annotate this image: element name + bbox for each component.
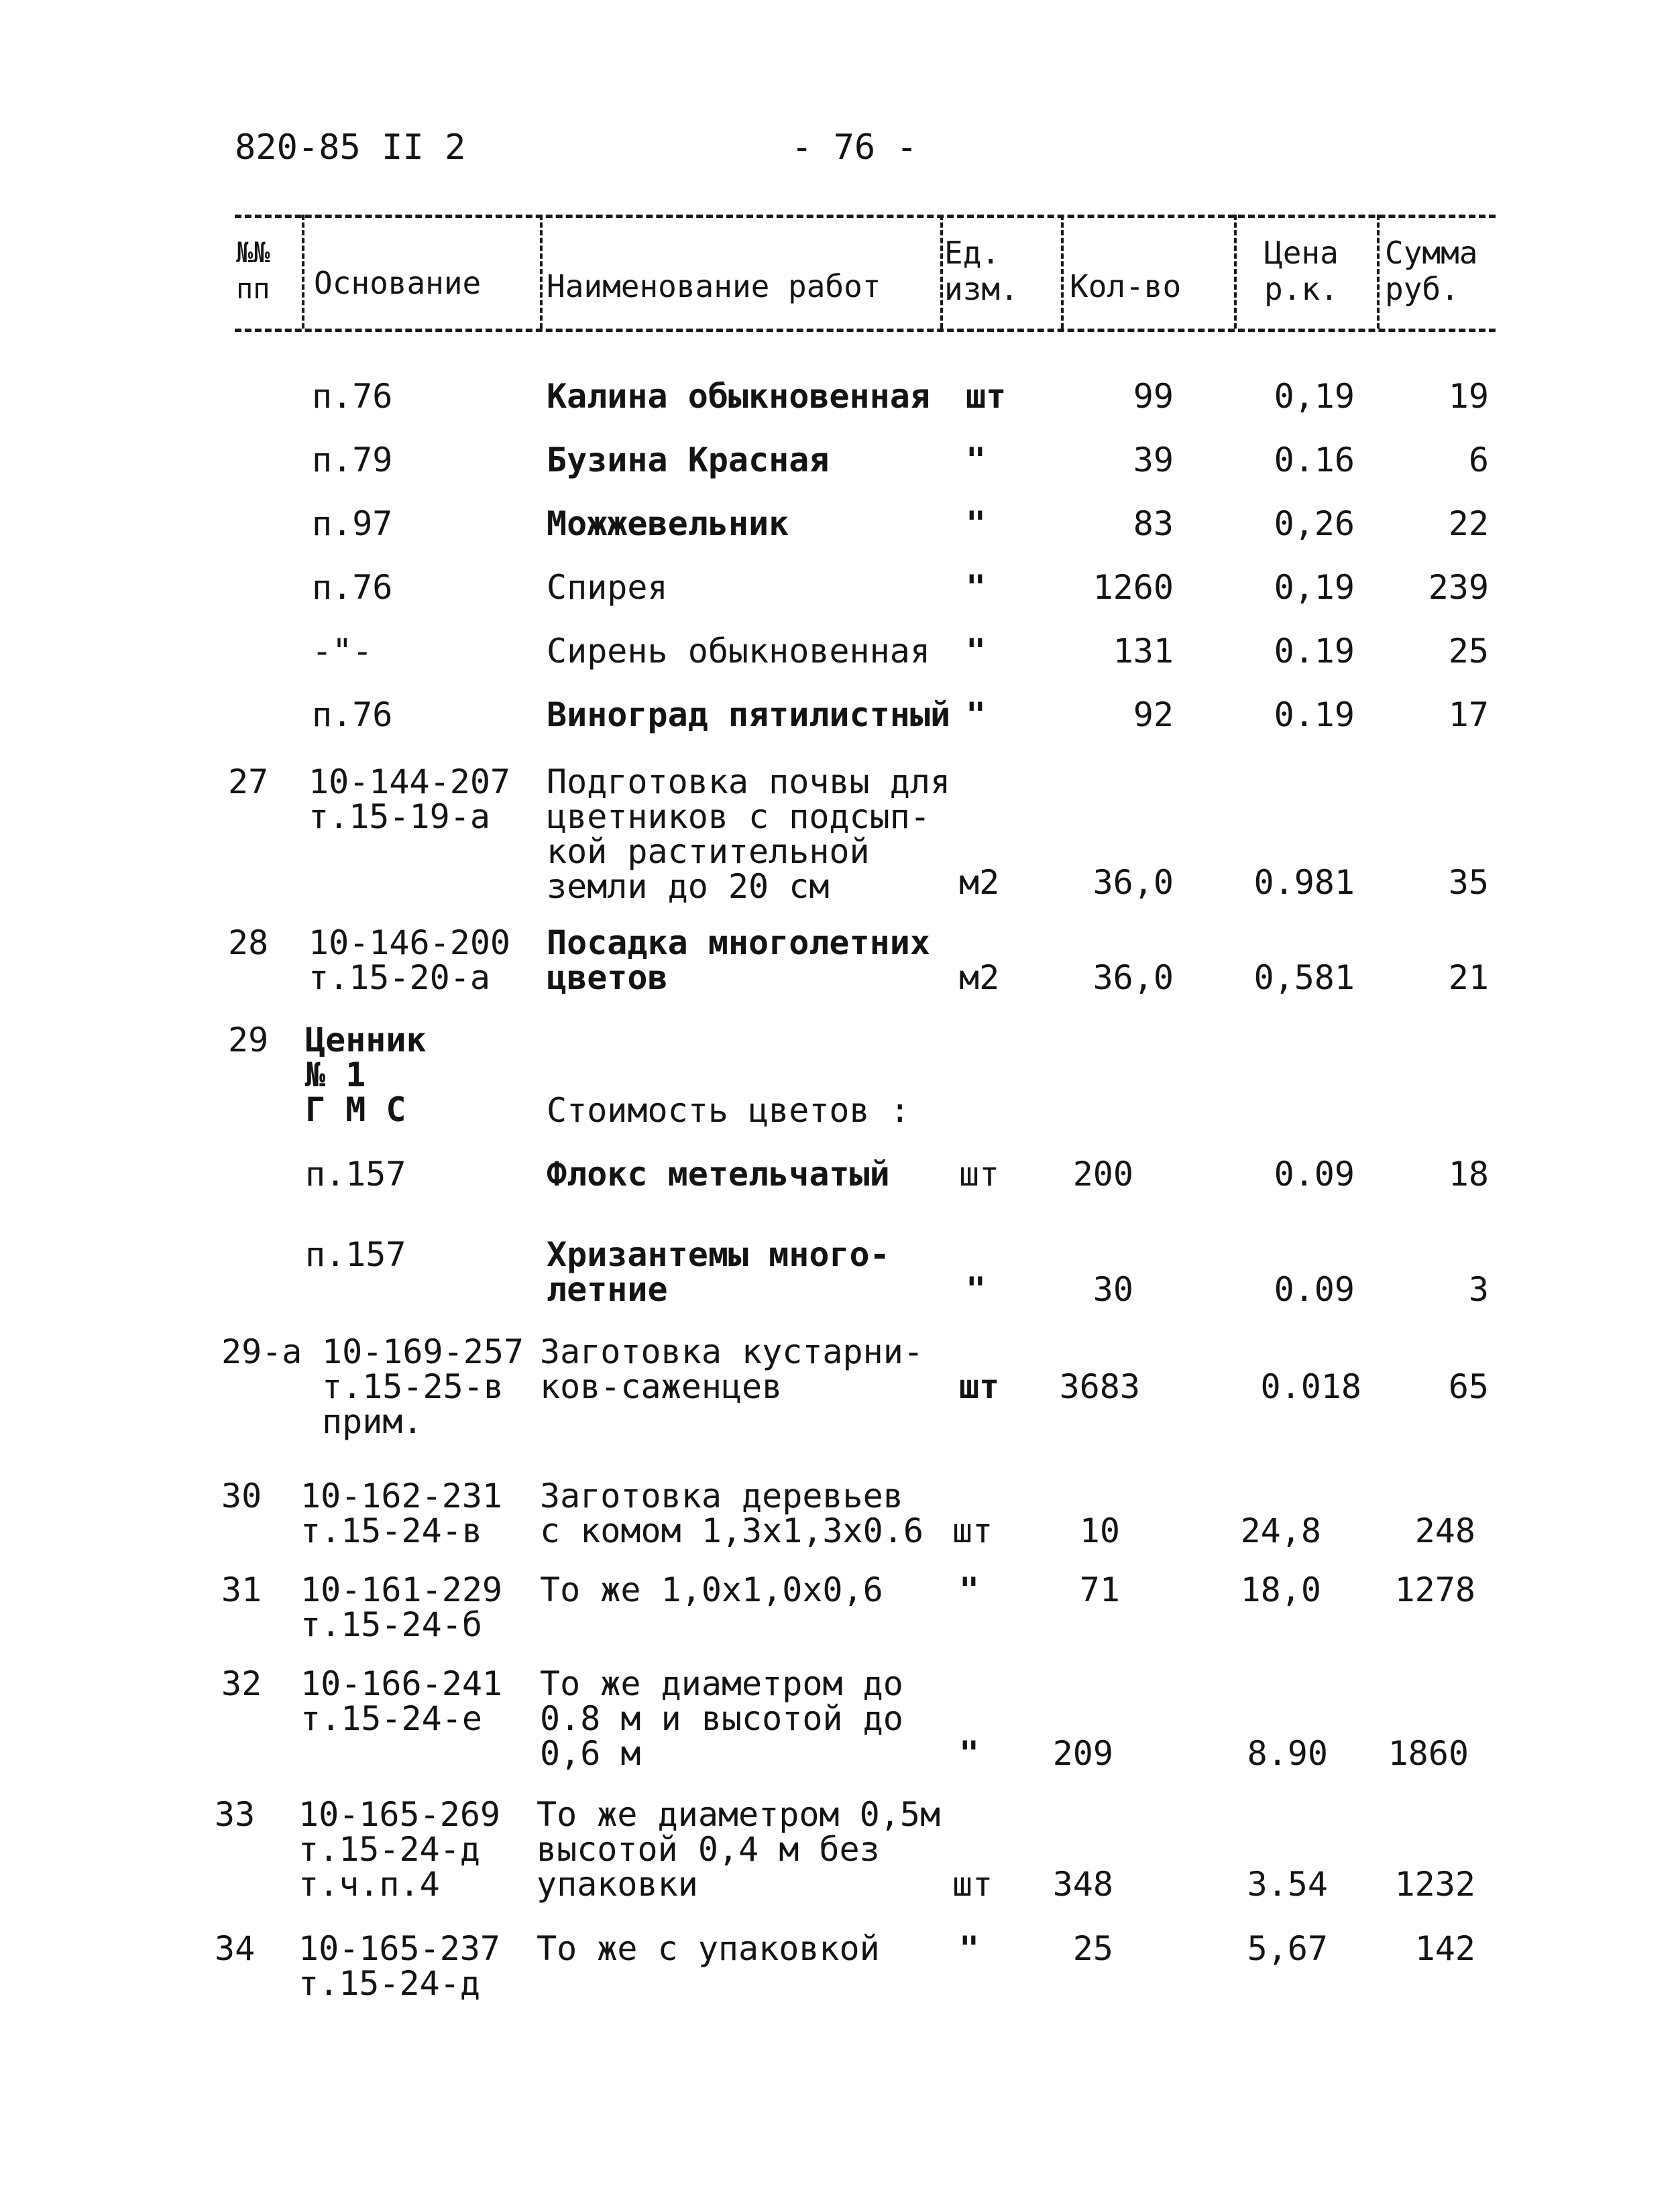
row-price: 0.09 — [1274, 1155, 1355, 1194]
row-num: 32 — [221, 1664, 262, 1703]
row-basis: п.79 — [312, 441, 393, 479]
row-sum: 21 — [1448, 958, 1489, 997]
row-sum: 65 — [1448, 1367, 1489, 1406]
row-price: 0.09 — [1274, 1270, 1355, 1309]
row-unit: " — [966, 695, 987, 734]
row-basis: п.157 — [305, 1235, 406, 1274]
row-unit: " — [959, 1734, 980, 1773]
row-basis: 10-144-207 т.15-19-а — [309, 762, 511, 836]
row-sum: 142 — [1414, 1929, 1475, 1968]
header-bottom-rule — [235, 329, 1496, 332]
column-header-qty: Кол-во — [1070, 268, 1182, 304]
row-name: То же диаметром до 0.8 м и высотой до 0,6 м — [540, 1664, 903, 1773]
column-header-basis: Основание — [314, 265, 482, 301]
row-sum: 248 — [1414, 1511, 1475, 1550]
row-basis: 10-146-200 т.15-20-а — [309, 923, 511, 997]
row-name: Заготовка кустарни- ков-саженцев — [540, 1332, 923, 1406]
row-sum: 3 — [1468, 1270, 1489, 1309]
row-name: Калина обыкновенная — [547, 377, 930, 416]
header-separator — [540, 215, 543, 329]
document-code: 820-85 II 2 — [235, 127, 466, 168]
column-header-sum: Сумма руб. — [1385, 235, 1478, 307]
column-header-num: №№ пп — [236, 236, 270, 305]
row-basis: 10-166-241 т.15-24-е — [300, 1664, 503, 1738]
row-sum: 19 — [1448, 377, 1489, 416]
row-basis: -"- — [312, 632, 373, 671]
row-qty: 99 — [1133, 377, 1174, 416]
row-num: 33 — [215, 1795, 256, 1834]
row-price: 0.19 — [1274, 695, 1355, 734]
row-name: Посадка многолетних цветов — [547, 923, 930, 997]
row-price: 0.981 — [1253, 863, 1355, 902]
row-sum: 35 — [1448, 863, 1489, 902]
row-unit: " — [966, 1270, 987, 1309]
row-qty: 83 — [1133, 504, 1174, 543]
header-separator — [1061, 215, 1064, 329]
row-name: То же с упаковкой — [537, 1929, 880, 1968]
row-unit: " — [959, 1929, 980, 1968]
header-separator — [302, 215, 304, 329]
column-header-name: Наименование работ — [547, 268, 881, 304]
row-unit: " — [959, 1570, 980, 1609]
row-name: Спирея — [547, 568, 668, 607]
row-name: Подготовка почвы для цветников с подсып- кой растительной земли до 20 см — [547, 762, 951, 906]
row-basis: п.76 — [312, 568, 393, 607]
row-basis: п.157 — [305, 1155, 406, 1194]
row-unit: шт — [959, 1155, 1000, 1194]
row-num: 28 — [228, 923, 269, 962]
row-price: 0,19 — [1274, 568, 1355, 607]
row-num: 31 — [221, 1570, 262, 1609]
row-sum: 22 — [1448, 504, 1489, 543]
row-unit: шт — [966, 377, 1007, 416]
column-header-price: Цена р.к. — [1264, 235, 1339, 307]
row-price: 0,581 — [1253, 958, 1355, 997]
row-name: Заготовка деревьев с комом 1,3х1,3х0.6 — [540, 1477, 923, 1550]
row-sum: 239 — [1428, 568, 1489, 607]
row-price: 0.19 — [1274, 632, 1355, 671]
row-price: 0.16 — [1274, 441, 1355, 479]
row-name: Хризантемы много- летние — [547, 1235, 890, 1309]
row-price: 0,19 — [1274, 377, 1355, 416]
row-basis: 10-165-269 т.15-24-д т.ч.п.4 — [298, 1795, 501, 1904]
row-unit: " — [966, 568, 987, 607]
header-separator — [1377, 215, 1380, 329]
row-qty: 36,0 — [1093, 863, 1174, 902]
row-qty: 200 — [1072, 1155, 1133, 1194]
row-name: Флокс метельчатый — [547, 1155, 890, 1194]
row-basis: 10-161-229 т.15-24-б — [300, 1570, 503, 1644]
row-price: 24,8 — [1240, 1511, 1321, 1550]
row-qty: 348 — [1052, 1865, 1113, 1904]
row-name: Бузина Красная — [547, 441, 830, 479]
row-qty: 92 — [1133, 695, 1174, 734]
row-qty: 71 — [1079, 1570, 1120, 1609]
row-unit: шт — [959, 1367, 1000, 1406]
row-sum: 1232 — [1394, 1865, 1475, 1904]
row-sum: 1860 — [1388, 1734, 1469, 1773]
row-basis: 10-165-237 т.15-24-д — [298, 1929, 501, 2003]
row-name: Сирень обыкновенная — [547, 632, 930, 671]
row-unit: м2 — [959, 863, 1000, 902]
row-sum: 17 — [1448, 695, 1489, 734]
row-qty: 3683 — [1059, 1367, 1140, 1406]
row-name: То же диаметром 0,5м высотой 0,4 м без упаковки — [537, 1795, 941, 1904]
row-basis: 10-162-231 т.15-24-в — [300, 1477, 503, 1550]
row-num: 34 — [215, 1929, 256, 1968]
row-unit: " — [966, 441, 987, 479]
row-price: 0,26 — [1274, 504, 1355, 543]
row-sum: 18 — [1448, 1155, 1489, 1194]
row-qty: 36,0 — [1093, 958, 1174, 997]
row-qty: 39 — [1133, 441, 1174, 479]
row-qty: 10 — [1079, 1511, 1120, 1550]
row-qty: 131 — [1113, 632, 1174, 671]
row-sum: 25 — [1448, 632, 1489, 671]
row-unit: " — [966, 504, 987, 543]
row-num: 30 — [221, 1477, 262, 1515]
row-sum: 1278 — [1394, 1570, 1475, 1609]
row-name: То же 1,0х1,0х0,6 — [540, 1570, 883, 1609]
row-qty: 30 — [1093, 1270, 1133, 1309]
header-top-rule — [235, 215, 1496, 218]
row-basis: п.76 — [312, 377, 393, 416]
row-unit: " — [966, 632, 987, 671]
row-basis: 10-169-257 т.15-25-в прим. — [322, 1332, 524, 1441]
row-price: 0.018 — [1260, 1367, 1361, 1406]
row-price: 5,67 — [1247, 1929, 1328, 1968]
row-num: 29 — [228, 1021, 269, 1059]
row-basis: п.76 — [312, 695, 393, 734]
row-price: 3.54 — [1247, 1865, 1328, 1904]
row-qty: 25 — [1072, 1929, 1113, 1968]
row-qty: 209 — [1052, 1734, 1113, 1773]
row-basis: п.97 — [312, 504, 393, 543]
column-header-unit: Ед. изм. — [944, 235, 1019, 307]
row-unit: шт — [952, 1511, 993, 1550]
row-num: 27 — [228, 762, 269, 801]
row-sum: 6 — [1468, 441, 1489, 479]
row-name: Можжевельник — [547, 504, 789, 543]
row-qty: 1260 — [1093, 568, 1174, 607]
row-unit: шт — [952, 1865, 993, 1904]
row-name: Стоимость цветов : — [547, 1091, 910, 1130]
header-separator — [1234, 215, 1237, 329]
row-unit: м2 — [959, 958, 1000, 997]
page-number: - 76 - — [791, 127, 917, 168]
row-num: 29-а — [221, 1332, 302, 1371]
row-price: 8.90 — [1247, 1734, 1328, 1773]
row-price: 18,0 — [1240, 1570, 1321, 1609]
row-name: Виноград пятилистный — [547, 695, 951, 734]
header-separator — [940, 215, 943, 329]
row-basis: Ценник № 1 Г М С — [305, 1021, 427, 1129]
